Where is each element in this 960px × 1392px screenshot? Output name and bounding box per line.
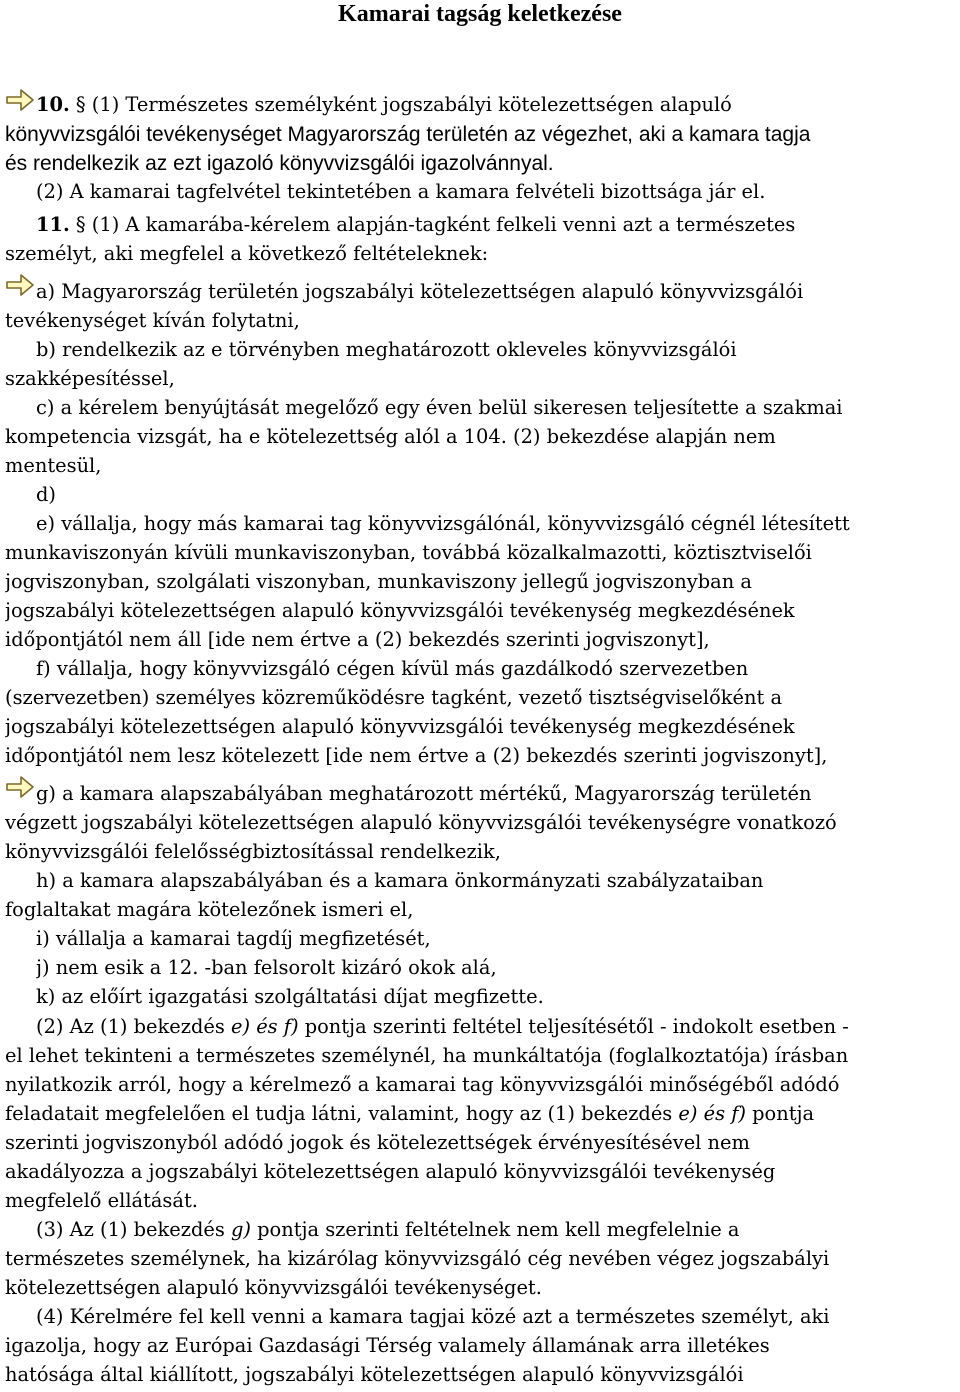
item-k-line-1: k) az előírt igazgatási szolgáltatási díjat megfizette. [36,985,544,1008]
paragraph-3-text: (3) Az (1) bekezdés [36,1218,231,1241]
item-i-line-1: i) vállalja a kamarai tagdíj megfizetését, [36,927,431,950]
item-j-line-1 [36,953,959,982]
item-g-line-2: végzett jogszabályi kötelezettségen alapuló könyvvizsgálói tevékenységre vonatkozó [5,811,837,834]
paragraph-2-italic: e) és f) [230,1015,299,1038]
paragraph-3-line-2: természetes személynek, ha kizárólag könyvvizsgáló cég nevében végez jogszabályi [5,1247,830,1270]
section-sign: § [75,93,86,116]
paragraph-3-line-3: kötelezettségen alapuló könyvvizsgálói tevékenységet. [5,1276,542,1299]
paragraph-2-line-7: megfelelő ellátását. [5,1189,198,1212]
item-e-line-3: jogviszonyban, szolgálati viszonyban, munkaviszony jellegű jogviszonyban a [5,570,752,593]
paragraph-4-line-1: (4) Kérelmére fel kell venni a kamara tagjai közé azt a természetes személyt, aki [36,1305,830,1328]
item-b-line-1: b) rendelkezik az e törvényben meghatározott okleveles könyvvizsgálói [36,338,737,361]
paragraph-2-text: pontja [745,1102,815,1125]
item-g-line-1: g) a kamara alapszabályában meghatározott mértékű, Magyarország területén [36,782,812,805]
pointing-hand-icon [5,86,35,114]
section-11-line-1 [36,210,959,239]
item-h-line-1: h) a kamara alapszabályában és a kamara önkormányzati szabályzataiban [36,869,764,892]
paragraph-2-line-6: akadályozza a jogszabályi kötelezettségen alapuló könyvvizsgálói tevékenység [5,1160,776,1183]
section-10-paragraph-2: (2) A kamarai tagfelvétel tekintetében a kamara felvételi bizottsága jár el. [36,180,766,203]
item-j-text: j) nem esik a 12. -ban felsorolt kizáró okok alá, [36,956,497,979]
section-10-line-2: könyvvizsgálói tevékenységet Magyarország területén az végezhet, aki a kamara tagja [5,123,811,146]
item-f-line-3: jogszabályi kötelezettségen alapuló könyvvizsgálói tevékenység megkezdésének [5,715,795,738]
item-h-line-2: foglaltakat magára kötelezőnek ismeri el, [5,898,414,921]
pointing-hand-icon [5,271,35,299]
item-c-line-2: kompetencia vizsgát, ha e kötelezettség alól a 104. (2) bekezdése alapján nem [5,425,776,448]
section-11-line-2: személyt, aki megfelel a következő feltételeknek: [5,242,489,265]
item-f-line-4: időpontjától nem lesz kötelezett [ide nem értve a (2) bekezdés szerinti jogviszonyt], [5,744,828,767]
item-c-line-1: c) a kérelem benyújtását megelőző egy éven belül sikeresen teljesítette a szakmai [36,396,843,419]
page-title: Kamarai tagság keletkezése [338,1,622,27]
paragraph-3-text: pontja szerinti feltételnek nem kell megfelelnie a [250,1218,740,1241]
section-10-number: 10. [36,93,70,116]
paragraph-2-text: pontja szerinti feltétel teljesítésétől - indokolt esetben - [298,1015,849,1038]
section-10-line-1 [36,90,959,119]
item-e-line-5: időpontjától nem áll [ide nem értve a (2) bekezdés szerinti jogviszonyt], [5,628,710,651]
item-g-line-3: könyvvizsgálói felelősségbiztosítással rendelkezik, [5,840,501,863]
paragraph-2-italic: e) és f) [678,1102,746,1125]
section-11-text: (1) A kamarába-kérelem alapján-tagként felkeli venni azt a természetes [85,213,796,236]
item-e-line-1: e) vállalja, hogy más kamarai tag könyvvizsgálónál, könyvvizsgáló cégnél létesített [36,512,850,535]
item-c-line-3: mentesül, [5,454,102,477]
item-f-line-1: f) vállalja, hogy könyvvizsgáló cégen kívül más gazdálkodó szervezetben [36,657,749,680]
paragraph-4-line-2: igazolja, hogy az Európai Gazdasági Térség valamely államának arra illetékes [5,1334,770,1357]
paragraph-3-italic: g) [230,1218,251,1241]
item-f-line-2: (szervezetben) személyes közreműködésre tagként, vezető tisztségviselőként a [5,686,783,709]
paragraph-2-text: (2) Az (1) bekezdés [36,1015,231,1038]
item-a-line-1: a) Magyarország területén jogszabályi kötelezettségen alapuló könyvvizsgálói [36,280,804,303]
section-11-number: 11. [36,213,70,236]
section-10-text: (1) Természetes személyként jogszabályi kötelezettségen alapuló [85,93,732,116]
paragraph-2-line-3: nyilatkozik arról, hogy a kérelmező a kamarai tag könyvvizsgálói minőségéből adódó [5,1073,840,1096]
paragraph-2-line-4 [5,1099,959,1128]
pointing-hand-icon [5,773,35,801]
paragraph-3-line-1 [36,1215,959,1244]
paragraph-2-line-1 [36,1012,959,1041]
paragraph-2-line-2: el lehet tekinteni a természetes személynél, ha munkáltatója (foglalkoztatója) írásban [5,1044,849,1067]
section-10-line-3: és rendelkezik az ezt igazoló könyvvizsgálói igazolvánnyal. [5,152,554,175]
item-a-line-2: tevékenységet kíván folytatni, [5,309,300,332]
section-sign: § [75,213,86,236]
item-d-line-1: d) [36,483,56,506]
item-e-line-4: jogszabályi kötelezettségen alapuló könyvvizsgálói tevékenység megkezdésének [5,599,795,622]
item-e-line-2: munkaviszonyán kívüli munkaviszonyban, továbbá közalkalmazotti, köztisztviselői [5,541,812,564]
paragraph-2-text: feladatait megfelelően el tudja látni, valamint, hogy az (1) bekezdés [5,1102,679,1125]
paragraph-2-line-5: szerinti jogviszonyból adódó jogok és kötelezettségek érvényesítésével nem [5,1131,750,1154]
paragraph-4-line-3: hatósága által kiállított, jogszabályi kötelezettségen alapuló könyvvizsgálói [5,1363,744,1386]
item-b-line-2: szakképesítéssel, [5,367,175,390]
